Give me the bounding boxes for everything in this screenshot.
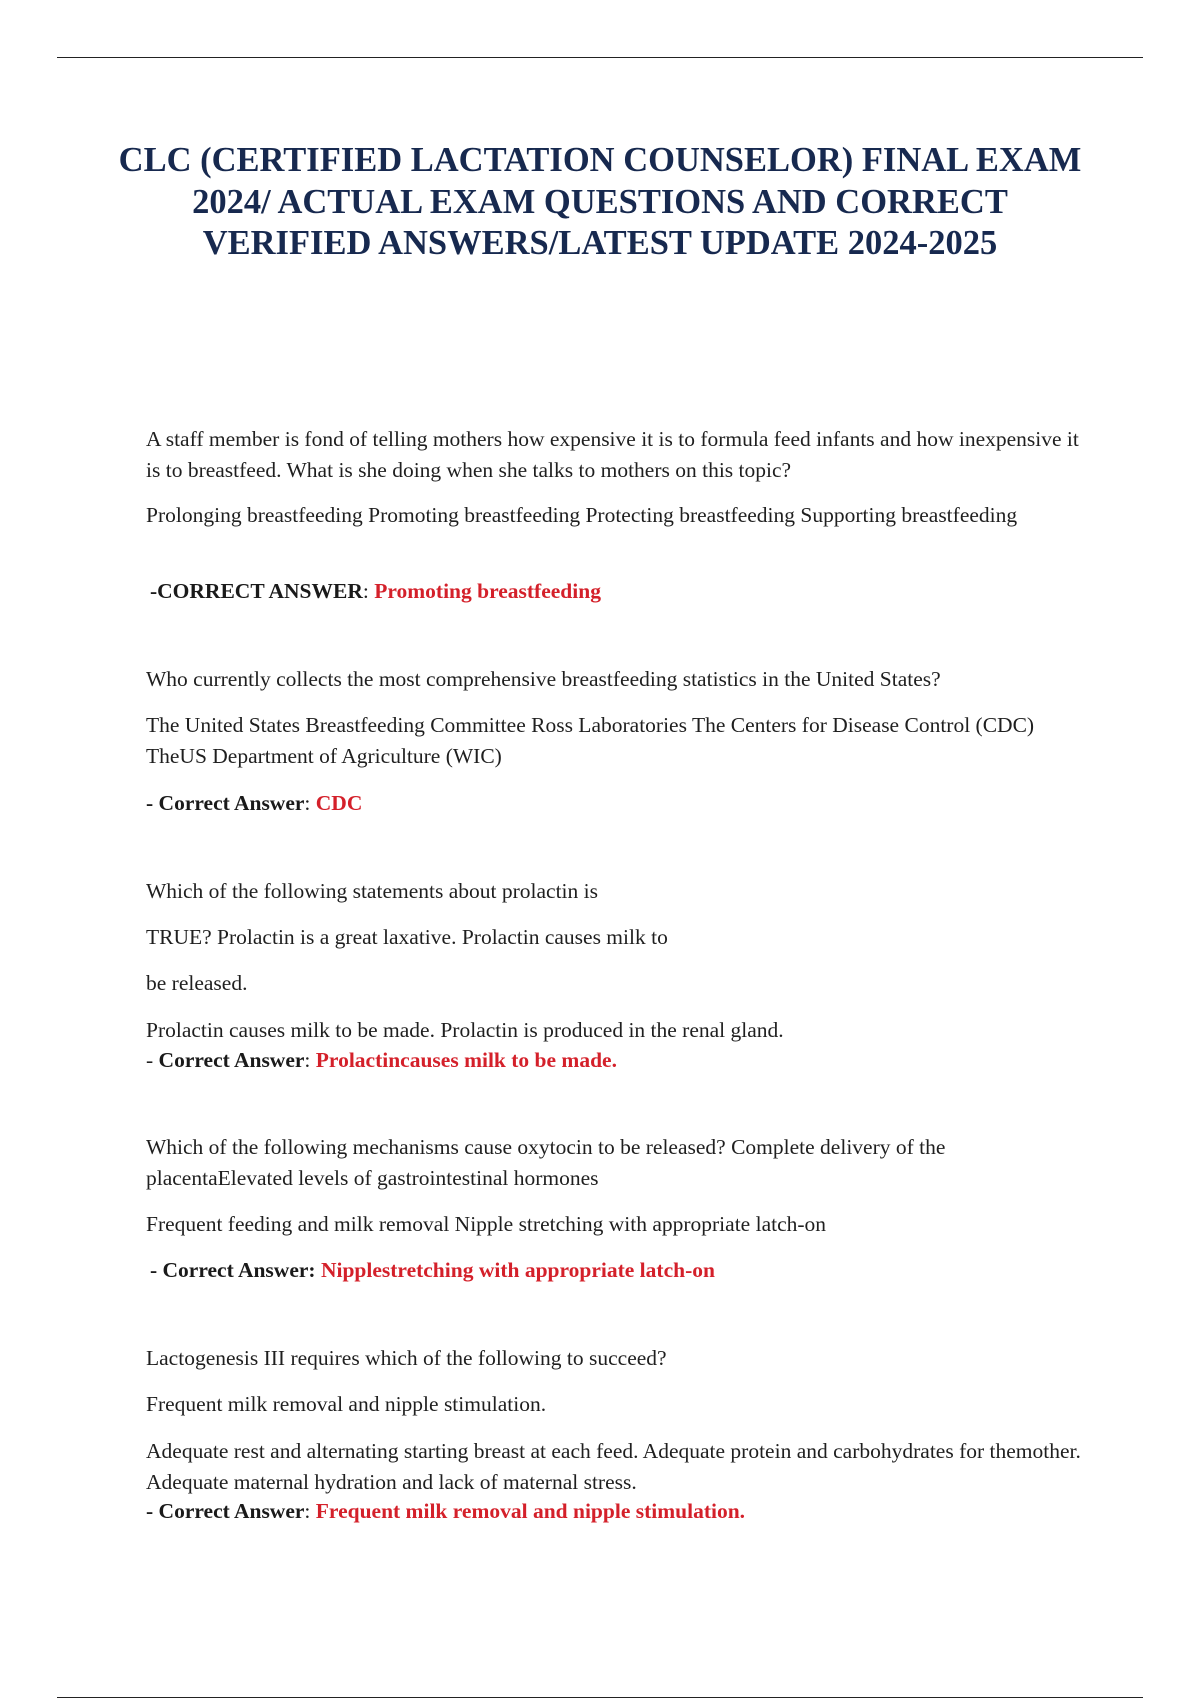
question-5-text: Lactogenesis III requires which of the following to succeed? bbox=[146, 1346, 667, 1370]
question-3-options-line3: Prolactin causes milk to be made. Prolactin is produced in the renal gland. bbox=[146, 1018, 784, 1042]
question-1-text: A staff member is fond of telling mothers how expensive it is to formula feed infants and how inexpensive it is to breastfeed. What is she doing when she talks to mothers on this topic? bbox=[146, 427, 1079, 482]
question-2-options: The United States Breastfeeding Committee Ross Laboratories The Centers for Disease Control (CDC) TheUS Department of Agriculture (WIC) bbox=[146, 713, 1035, 768]
question-3-options-line1: TRUE? Prolactin is a great laxative. Prolactin causes milk to bbox=[146, 925, 668, 949]
question-1-answer bbox=[150, 576, 1095, 607]
answer-separator: : bbox=[362, 579, 375, 603]
answer-dash: - bbox=[146, 1048, 159, 1072]
question-5-answer bbox=[146, 1496, 1091, 1527]
question-1-options: Prolonging breastfeeding Promoting breastfeeding Protecting breastfeeding Supporting breastfeeding bbox=[146, 503, 1018, 527]
answer-dash: - bbox=[146, 1499, 159, 1523]
answer-separator: : bbox=[304, 1048, 316, 1072]
question-3-options-line2: be released. bbox=[146, 971, 248, 995]
question-4-answer bbox=[150, 1255, 1095, 1286]
question-4-options: Frequent feeding and milk removal Nipple stretching with appropriate latch-on bbox=[146, 1212, 827, 1236]
question-2-text: Who currently collects the most comprehensive breastfeeding statistics in the United States? bbox=[146, 667, 941, 691]
answer-label: - Correct Answer: bbox=[150, 1258, 321, 1282]
answer-label: -CORRECT ANSWER bbox=[150, 579, 363, 603]
answer-label: Correct Answer bbox=[158, 1048, 305, 1072]
question-2-answer bbox=[146, 788, 1091, 819]
bottom-rule bbox=[57, 1697, 1143, 1698]
question-3-text: Which of the following statements about prolactin is bbox=[146, 879, 598, 903]
top-rule bbox=[57, 57, 1143, 58]
answer-dash: - bbox=[146, 791, 159, 815]
question-4-text: Which of the following mechanisms cause oxytocin to be released? Complete delivery of the placentaElevated levels of gastrointestinal hormones bbox=[146, 1135, 946, 1190]
answer-value: Nipplestretching with appropriate latch-on bbox=[320, 1258, 715, 1282]
answer-value: Promoting breastfeeding bbox=[374, 579, 601, 603]
answer-label: Correct Answer bbox=[158, 791, 305, 815]
answer-separator: : bbox=[304, 791, 316, 815]
answer-label: Correct Answer bbox=[158, 1499, 305, 1523]
question-5-options-line2: Adequate rest and alternating starting breast at each feed. Adequate protein and carbohydrates for themother. Adequate maternal hydration and lack of maternal stress. bbox=[146, 1439, 1081, 1494]
question-5-options-line1: Frequent milk removal and nipple stimulation. bbox=[146, 1392, 547, 1416]
answer-value: Frequent milk removal and nipple stimulation. bbox=[315, 1499, 746, 1523]
answer-separator: : bbox=[304, 1499, 316, 1523]
question-3-answer bbox=[146, 1045, 1091, 1076]
document-title: CLC (CERTIFIED LACTATION COUNSELOR) FINAL EXAM 2024/ ACTUAL EXAM QUESTIONS AND CORRECT VERIFIED ANSWERS/LATEST UPDATE 2024-2025 bbox=[118, 141, 1082, 262]
answer-value: Prolactincauses milk to be made. bbox=[315, 1048, 617, 1072]
answer-value: CDC bbox=[315, 791, 363, 815]
